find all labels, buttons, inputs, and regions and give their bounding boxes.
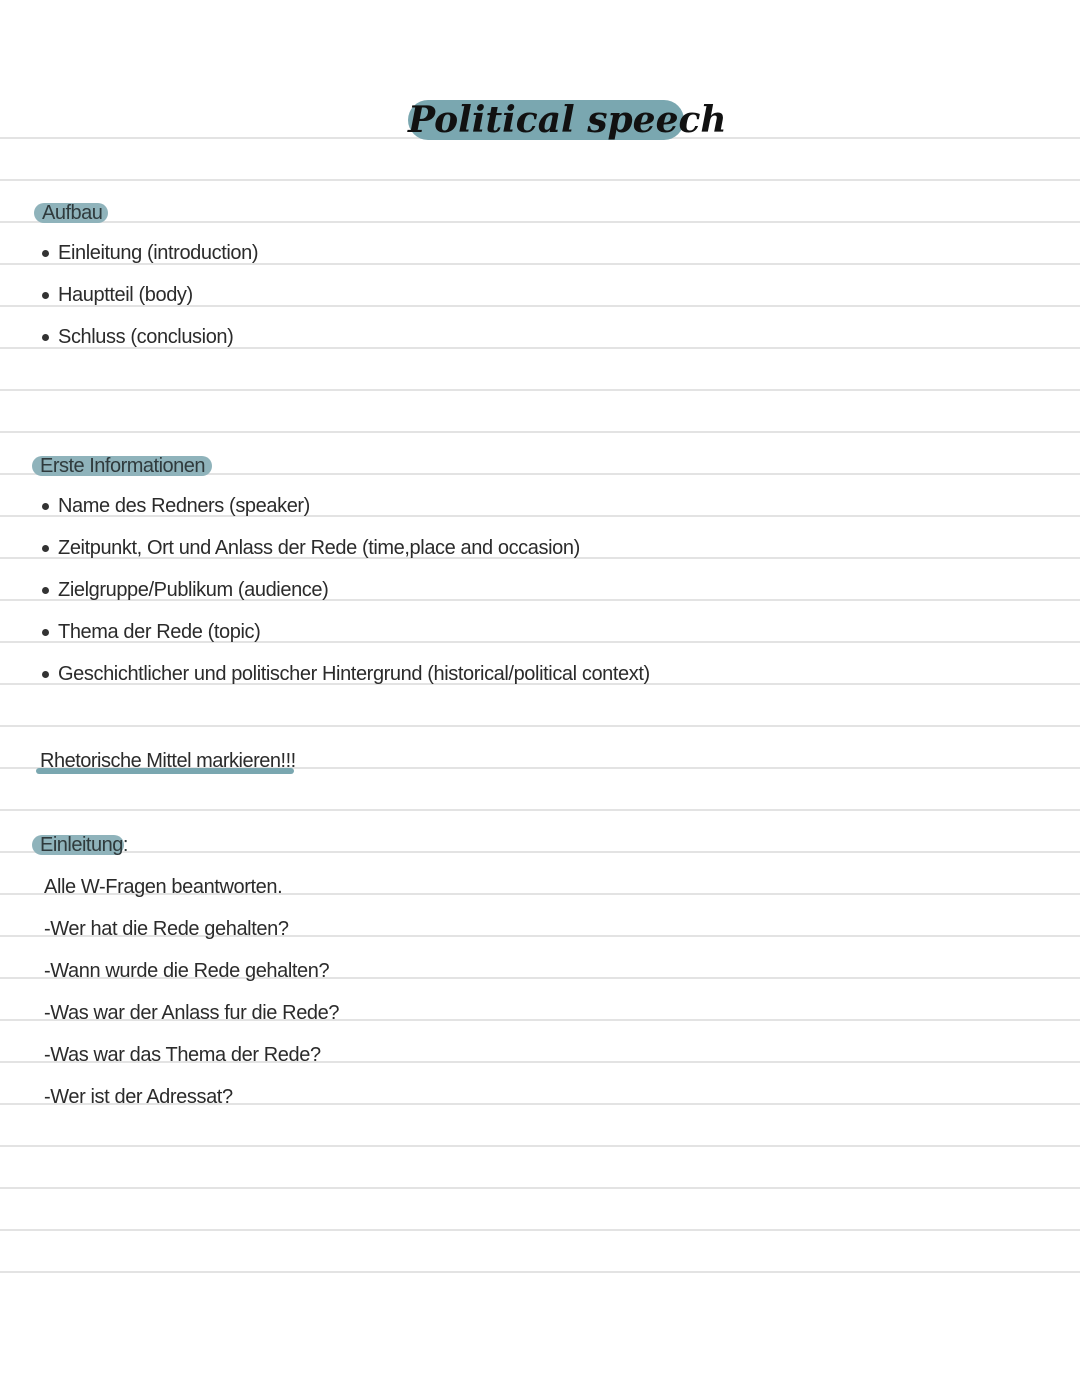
bullet bbox=[42, 629, 49, 636]
section-heading-text: Erste Informationen bbox=[40, 455, 206, 477]
list-item: Hauptteil (body) bbox=[58, 284, 193, 306]
ruled-line bbox=[0, 1229, 1080, 1231]
page-title-text: Political speech bbox=[408, 99, 727, 141]
bullet bbox=[42, 250, 49, 257]
text-line: -Was war der Anlass fur die Rede? bbox=[44, 1002, 340, 1024]
bullet bbox=[42, 503, 49, 510]
ruled-line bbox=[0, 1271, 1080, 1273]
ruled-line bbox=[0, 1145, 1080, 1147]
text-line: -Wer hat die Rede gehalten? bbox=[44, 918, 289, 940]
bullet bbox=[42, 587, 49, 594]
text-line: -Wer ist der Adressat? bbox=[44, 1086, 233, 1108]
list-item: Schluss (conclusion) bbox=[58, 326, 234, 348]
bullet bbox=[42, 334, 49, 341]
ruled-line bbox=[0, 809, 1080, 811]
list-item: Zeitpunkt, Ort und Anlass der Rede (time,place and occasion) bbox=[58, 537, 580, 559]
bullet bbox=[42, 671, 49, 678]
section-heading-text: Aufbau bbox=[42, 202, 103, 224]
ruled-line bbox=[0, 1187, 1080, 1189]
note-text: Rhetorische Mittel markieren!!! bbox=[40, 750, 296, 772]
list-item: Zielgruppe/Publikum (audience) bbox=[58, 579, 329, 601]
section-heading-text: Einleitung: bbox=[40, 834, 128, 856]
list-item: Einleitung (introduction) bbox=[58, 242, 259, 264]
ruled-line bbox=[0, 851, 1080, 853]
ruled-line bbox=[0, 725, 1080, 727]
bullet bbox=[42, 545, 49, 552]
ruled-line bbox=[0, 389, 1080, 391]
ruled-line bbox=[0, 431, 1080, 433]
ruled-line bbox=[0, 221, 1080, 223]
list-item: Name des Redners (speaker) bbox=[58, 495, 310, 517]
page-title bbox=[408, 99, 727, 141]
bullet bbox=[42, 292, 49, 299]
text-line: -Was war das Thema der Rede? bbox=[44, 1044, 321, 1066]
list-item: Geschichtlicher und politischer Hintergrund (historical/political context) bbox=[58, 663, 650, 685]
list-item: Thema der Rede (topic) bbox=[58, 621, 261, 643]
text-line: Alle W-Fragen beantworten. bbox=[44, 876, 283, 898]
text-line: -Wann wurde die Rede gehalten? bbox=[44, 960, 330, 982]
rhetorical-devices-note bbox=[40, 748, 296, 774]
ruled-line bbox=[0, 179, 1080, 181]
